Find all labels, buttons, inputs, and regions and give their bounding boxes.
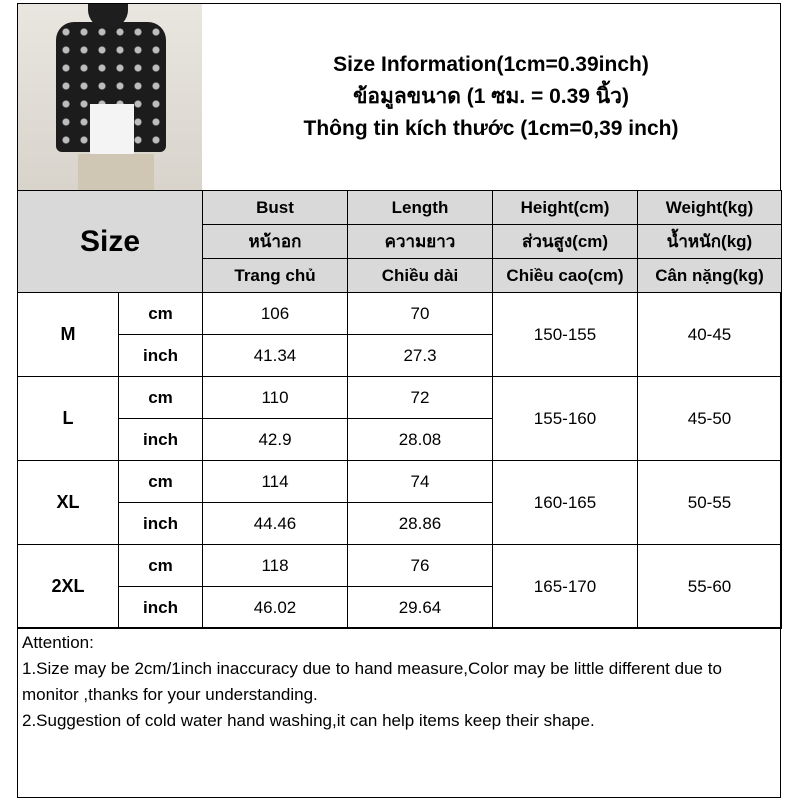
col-weight-en: Weight(kg) — [638, 191, 782, 225]
bust-inch: 44.46 — [203, 503, 348, 545]
title-thai: ข้อมูลขนาด (1 ซม. = 0.39 นิ้ว) — [353, 85, 629, 108]
col-height-vi: Chiều cao(cm) — [493, 259, 638, 293]
weight-range: 50-55 — [638, 461, 782, 545]
title-vietnamese: Thông tin kích thước (1cm=0,39 inch) — [303, 117, 679, 140]
size-table — [17, 190, 782, 629]
product-photo — [18, 4, 202, 190]
length-cm: 72 — [348, 377, 493, 419]
unit-cm: cm — [119, 377, 203, 419]
notes-line-2: 2.Suggestion of cold water hand washing,it can help items keep their shape. — [22, 711, 595, 730]
size-info-title — [202, 4, 780, 190]
bust-inch: 41.34 — [203, 335, 348, 377]
col-height-en: Height(cm) — [493, 191, 638, 225]
bust-cm: 114 — [203, 461, 348, 503]
bust-inch: 42.9 — [203, 419, 348, 461]
height-range: 150-155 — [493, 293, 638, 377]
header — [18, 4, 780, 190]
unit-inch: inch — [119, 503, 203, 545]
size-header: Size — [18, 191, 203, 293]
bust-cm: 110 — [203, 377, 348, 419]
size-2xl: 2XL — [18, 545, 119, 629]
table-row — [18, 377, 782, 419]
col-weight-vi: Cân nặng(kg) — [638, 259, 782, 293]
unit-cm: cm — [119, 461, 203, 503]
size-l: L — [18, 377, 119, 461]
length-inch: 28.08 — [348, 419, 493, 461]
col-length-th: ความยาว — [348, 225, 493, 259]
bust-inch: 46.02 — [203, 587, 348, 629]
unit-cm: cm — [119, 293, 203, 335]
height-range: 165-170 — [493, 545, 638, 629]
table-row — [18, 545, 782, 587]
length-inch: 27.3 — [348, 335, 493, 377]
length-inch: 29.64 — [348, 587, 493, 629]
col-bust-th: หน้าอก — [203, 225, 348, 259]
unit-inch: inch — [119, 419, 203, 461]
length-cm: 76 — [348, 545, 493, 587]
size-m: M — [18, 293, 119, 377]
unit-inch: inch — [119, 335, 203, 377]
bust-cm: 106 — [203, 293, 348, 335]
col-bust-vi: Trang chủ — [203, 259, 348, 293]
bust-cm: 118 — [203, 545, 348, 587]
table-row — [18, 293, 782, 335]
col-length-vi: Chiều dài — [348, 259, 493, 293]
table-row — [18, 461, 782, 503]
notes-heading: Attention: — [22, 633, 94, 652]
col-length-en: Length — [348, 191, 493, 225]
attention-notes — [17, 627, 781, 798]
col-weight-th: น้ำหนัก(kg) — [638, 225, 782, 259]
length-cm: 70 — [348, 293, 493, 335]
weight-range: 40-45 — [638, 293, 782, 377]
unit-cm: cm — [119, 545, 203, 587]
height-range: 160-165 — [493, 461, 638, 545]
size-xl: XL — [18, 461, 119, 545]
notes-line-1: 1.Size may be 2cm/1inch inaccuracy due to hand measure,Color may be little different due to monitor ,thanks for your understanding. — [22, 659, 722, 704]
weight-range: 55-60 — [638, 545, 782, 629]
title-english: Size Information(1cm=0.39inch) — [333, 53, 649, 76]
height-range: 155-160 — [493, 377, 638, 461]
weight-range: 45-50 — [638, 377, 782, 461]
col-height-th: ส่วนสูง(cm) — [493, 225, 638, 259]
length-cm: 74 — [348, 461, 493, 503]
unit-inch: inch — [119, 587, 203, 629]
length-inch: 28.86 — [348, 503, 493, 545]
col-bust-en: Bust — [203, 191, 348, 225]
